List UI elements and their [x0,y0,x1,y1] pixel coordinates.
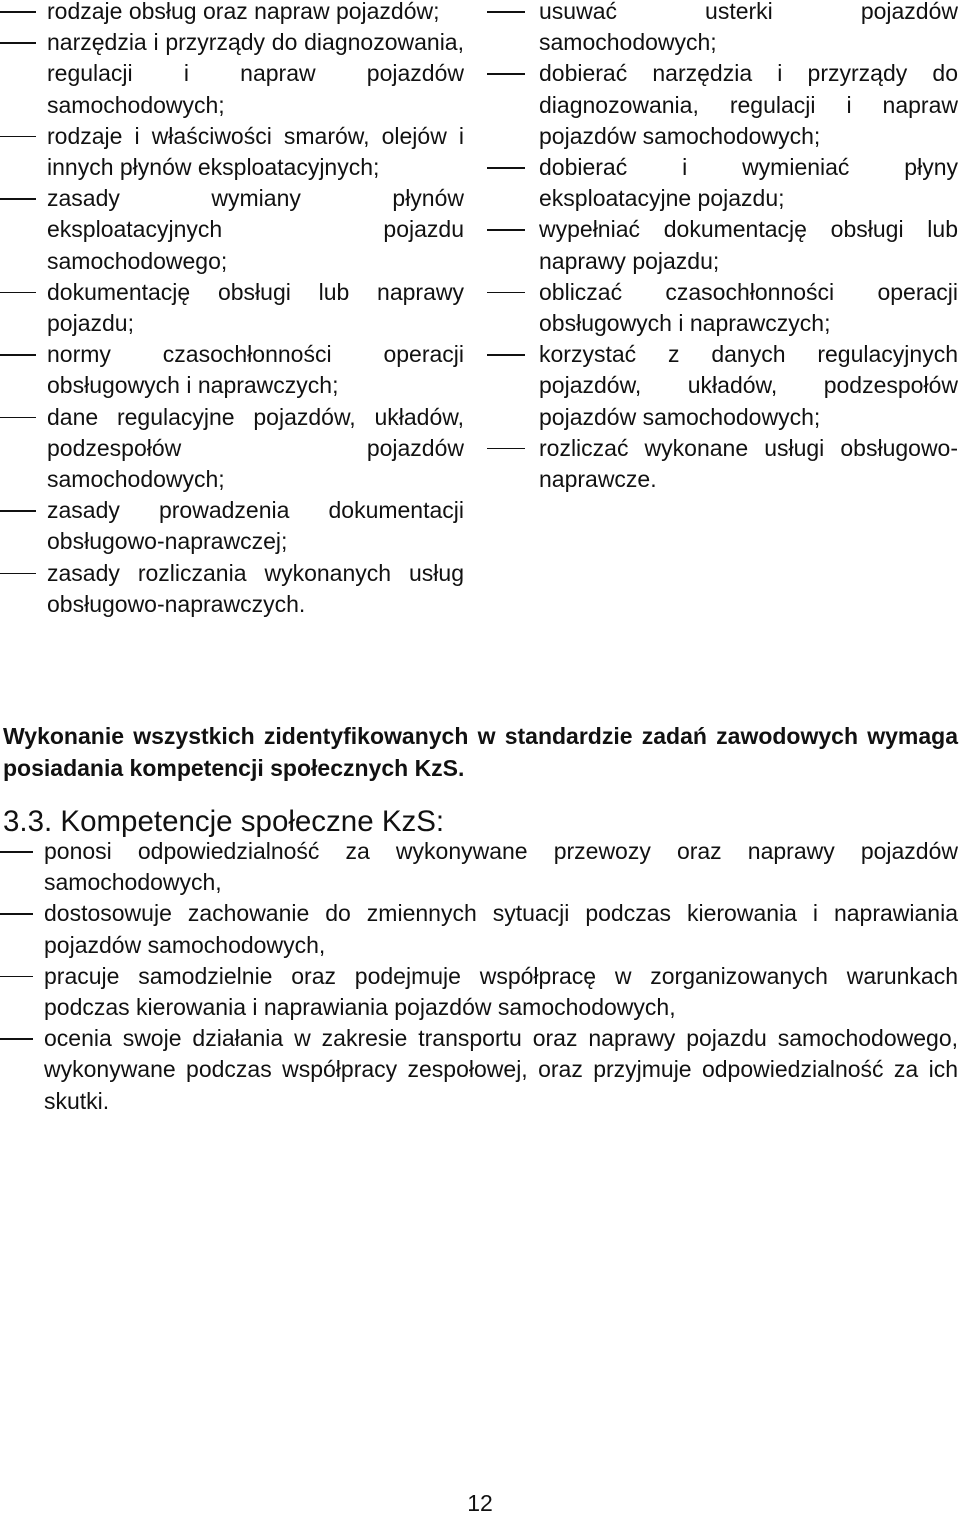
list-item: dane regulacyjne pojazdów, układów, podzespołów pojazdów samochodowych; [0,402,464,496]
list-item: korzystać z danych regulacyjnych pojazdów, układów, podzespołów pojazdów samochodowych; [487,339,958,433]
section-heading: 3.3. Kompetencje społeczne KzS: [3,805,445,839]
dash-bullet [487,448,525,450]
dash-bullet [0,976,33,978]
dash-bullet [0,417,36,419]
list-item: zasady prowadzenia dokumentacji obsługowo-naprawczej; [0,495,464,557]
list-item: normy czasochłonności operacji obsługowych i naprawczych; [0,339,464,401]
dash-bullet [0,292,36,294]
list-item: zasady rozliczania wykonanych usług obsługowo-naprawczych. [0,558,464,620]
left-column [0,0,464,620]
list-item: dobierać narzędzia i przyrządy do diagnozowania, regulacji i napraw pojazdów samochodowych; [487,58,958,152]
dash-bullet [0,354,36,356]
dash-bullet [0,11,36,13]
dash-bullet [487,292,525,294]
list-item: dokumentację obsługi lub naprawy pojazdu; [0,277,464,339]
dash-bullet [487,11,525,13]
dash-bullet [0,1038,33,1040]
competence-note: Wykonanie wszystkich zidentyfikowanych w standardzie zadań zawodowych wymaga posiadania kompetencji społecznych KzS. [3,723,958,781]
page-number: 12 [467,1490,493,1516]
dash-bullet [0,510,36,512]
dash-bullet [487,167,525,169]
dash-bullet [0,573,36,575]
list-item: dostosowuje zachowanie do zmiennych sytuacji podczas kierowania i naprawiania pojazdów samochodowych, [0,898,958,960]
right-column [487,0,958,495]
dash-bullet [487,229,525,231]
dash-bullet [487,73,525,75]
knowledge-list [0,0,464,620]
list-item: obliczać czasochłonności operacji obsługowych i naprawczych; [487,277,958,339]
list-item: usuwać usterki pojazdów samochodowych; [487,0,958,58]
dash-bullet [0,198,36,200]
dash-bullet [0,913,33,915]
list-item: dobierać i wymieniać płyny eksploatacyjne pojazdu; [487,152,958,214]
list-item: ocenia swoje działania w zakresie transportu oraz naprawy pojazdu samochodowego, wykonywane podczas współpracy zespołowej, oraz przyjmuje odpowiedzialność za ich skutki. [0,1023,958,1117]
competences-list [0,836,958,1117]
list-item: narzędzia i przyrządy do diagnozowania, regulacji i napraw pojazdów samochodowych; [0,27,464,121]
list-item: zasady wymiany płynów eksploatacyjnych pojazdu samochodowego; [0,183,464,277]
list-item: rodzaje i właściwości smarów, olejów i innych płynów eksploatacyjnych; [0,121,464,183]
dash-bullet [487,354,525,356]
dash-bullet [0,851,33,853]
list-item: pracuje samodzielnie oraz podejmuje współpracę w zorganizowanych warunkach podczas kierowania i naprawiania pojazdów samochodowych, [0,961,958,1023]
list-item: rozliczać wykonane usługi obsługowo-naprawcze. [487,433,958,495]
skills-list [487,0,958,495]
dash-bullet [0,42,36,44]
list-item: ponosi odpowiedzialność za wykonywane przewozy oraz naprawy pojazdów samochodowych, [0,836,958,898]
social-competences [0,836,958,1117]
dash-bullet [0,136,36,138]
list-item: rodzaje obsług oraz napraw pojazdów; [0,0,464,27]
list-item: wypełniać dokumentację obsługi lub naprawy pojazdu; [487,214,958,276]
